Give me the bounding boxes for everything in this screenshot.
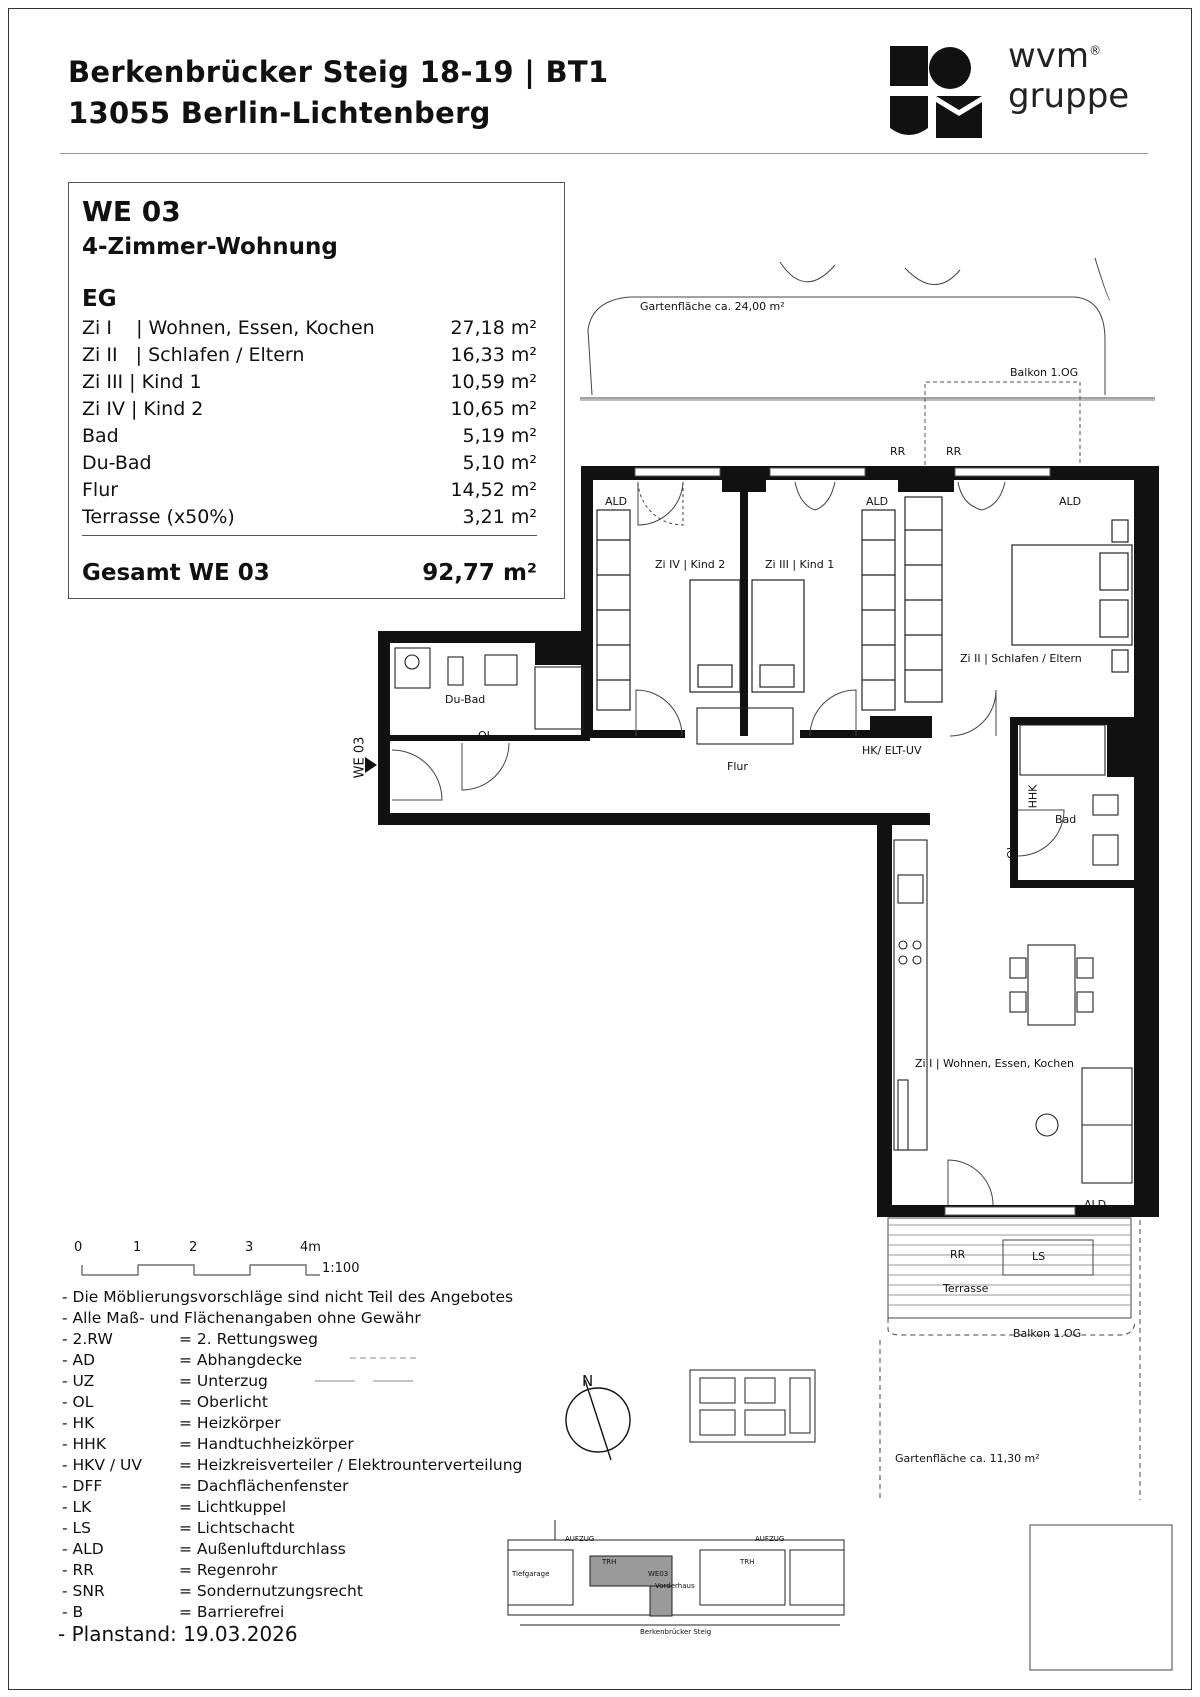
doors bbox=[392, 482, 1064, 1205]
legend-abbr: - UZ bbox=[62, 1372, 95, 1390]
unit-id: WE 03 bbox=[82, 195, 181, 228]
walls bbox=[378, 466, 1159, 1217]
room-name: Zi II | Schlafen / Eltern bbox=[82, 344, 305, 366]
stamp-box bbox=[1030, 1525, 1172, 1670]
scale-ratio: 1:100 bbox=[322, 1261, 360, 1276]
site-trh-label: TRH bbox=[602, 1558, 617, 1566]
room-area: 16,33 m² bbox=[450, 344, 537, 366]
scale-bar bbox=[82, 1265, 320, 1275]
legend-text: = Barrierefrei bbox=[179, 1603, 285, 1621]
building-key-plan bbox=[690, 1370, 815, 1442]
hhk-label: HHK bbox=[1026, 784, 1040, 809]
unit-type: 4-Zimmer-Wohnung bbox=[82, 234, 338, 260]
room-name: Flur bbox=[82, 479, 119, 501]
legend-abbr: - SNR bbox=[62, 1582, 105, 1600]
scale-tick-label: 1 bbox=[133, 1240, 142, 1255]
legend-abbr: - B bbox=[62, 1603, 84, 1621]
legend-text: = Regenrohr bbox=[179, 1561, 278, 1579]
address-line-1: Berkenbrücker Steig 18-19 | BT1 bbox=[68, 55, 609, 89]
terrasse-label: Terrasse bbox=[943, 1282, 989, 1295]
legend-abbr: - DFF bbox=[62, 1477, 103, 1495]
legend-abbr: - HKV / UV bbox=[62, 1456, 142, 1474]
ald-label: ALD bbox=[1059, 495, 1082, 508]
legend-text: = Handtuchheizkörper bbox=[179, 1435, 354, 1453]
ol-label: OL bbox=[478, 729, 493, 742]
unit-level: EG bbox=[82, 286, 117, 312]
entry-label: WE 03 bbox=[352, 736, 368, 779]
ol-label: OL bbox=[1004, 844, 1018, 859]
legend-text: = Außenluftdurchlass bbox=[179, 1540, 346, 1558]
address-line-2: 13055 Berlin-Lichtenberg bbox=[68, 96, 491, 130]
room-area: 14,52 m² bbox=[450, 479, 537, 501]
legend-abbr: - RR bbox=[62, 1561, 95, 1579]
legend-abbr: - LS bbox=[62, 1519, 91, 1537]
room-label-kind2: Zi IV | Kind 2 bbox=[655, 558, 726, 571]
legend-text: = Unterzug bbox=[179, 1372, 268, 1390]
ls-label: LS bbox=[1032, 1250, 1046, 1263]
legend-text: = Lichtschacht bbox=[179, 1519, 295, 1537]
scale-tick-label: 4m bbox=[300, 1240, 321, 1255]
legend-text: = Heizkörper bbox=[179, 1414, 281, 1432]
room-area: 5,19 m² bbox=[462, 425, 537, 447]
site-plan bbox=[508, 1520, 844, 1625]
site-vorderhaus-label: Vorderhaus bbox=[655, 1582, 695, 1590]
rr-label: RR bbox=[890, 445, 906, 458]
room-area: 10,65 m² bbox=[450, 398, 537, 420]
total-area: 92,77 m² bbox=[422, 560, 537, 586]
site-aufzug-label: AUFZUG bbox=[565, 1535, 595, 1543]
brand-line-1: wvm® bbox=[1008, 36, 1102, 76]
site-street-label: Berkenbrücker Steig bbox=[640, 1628, 712, 1636]
sofa bbox=[1036, 1068, 1132, 1183]
garden-top-label: Gartenfläche ca. 24,00 m² bbox=[640, 300, 785, 313]
room-area: 3,21 m² bbox=[462, 506, 537, 528]
room-name: Bad bbox=[82, 425, 119, 447]
room-name: Du-Bad bbox=[82, 452, 152, 474]
room-label-kind1: Zi III | Kind 1 bbox=[765, 558, 835, 571]
balcony-top-label: Balkon 1.OG bbox=[1010, 366, 1079, 379]
bad-fixtures bbox=[1093, 795, 1118, 865]
note-text: - Die Möblierungsvorschläge sind nicht Teil des Angebotes bbox=[62, 1288, 514, 1306]
legend-line-samples bbox=[315, 1358, 420, 1381]
hk-elt-label: HK/ ELT-UV bbox=[862, 744, 922, 757]
room-label-dubad: Du-Bad bbox=[445, 693, 486, 706]
legend-abbr: - LK bbox=[62, 1498, 92, 1516]
legend-text: = Oberlicht bbox=[179, 1393, 268, 1411]
legend-abbr: - OL bbox=[62, 1393, 94, 1411]
site-aufzug-label: AUFZUG bbox=[755, 1535, 785, 1543]
legend-text: = Lichtkuppel bbox=[179, 1498, 287, 1516]
north-arrow-icon bbox=[566, 1380, 630, 1460]
beds bbox=[690, 520, 1132, 692]
legend-abbr: - 2.RW bbox=[62, 1330, 113, 1348]
legend-text: = Dachflächenfenster bbox=[179, 1477, 349, 1495]
scale-tick-label: 3 bbox=[245, 1240, 254, 1255]
rr-label: RR bbox=[946, 445, 962, 458]
planstand: - Planstand: 19.03.2026 bbox=[58, 1622, 298, 1646]
legend-text: = Sondernutzungsrecht bbox=[179, 1582, 363, 1600]
room-name: Zi I | Wohnen, Essen, Kochen bbox=[82, 317, 375, 339]
room-name: Zi IV | Kind 2 bbox=[82, 398, 204, 420]
note-text: - Alle Maß- und Flächenangaben ohne Gewähr bbox=[62, 1309, 421, 1327]
kitchen bbox=[894, 840, 927, 1150]
north-label: N bbox=[582, 1372, 594, 1390]
room-label-flur: Flur bbox=[727, 760, 748, 773]
ald-label: ALD bbox=[605, 495, 628, 508]
room-name: Zi III | Kind 1 bbox=[82, 371, 202, 393]
ald-label: ALD bbox=[1084, 1198, 1107, 1211]
legend-text: = 2. Rettungsweg bbox=[179, 1330, 319, 1348]
registered-mark: ® bbox=[1089, 43, 1102, 58]
legend-text: = Heizkreisverteiler / Elektrounterverteilung bbox=[179, 1456, 523, 1474]
scale-tick-label: 0 bbox=[74, 1240, 83, 1255]
dining-table bbox=[1010, 945, 1093, 1025]
ald-label: ALD bbox=[866, 495, 889, 508]
room-area: 27,18 m² bbox=[450, 317, 537, 339]
site-we03-label: WE03 bbox=[648, 1570, 669, 1578]
scale-tick-label: 2 bbox=[189, 1240, 198, 1255]
site-trh-label: TRH bbox=[740, 1558, 755, 1566]
room-area: 10,59 m² bbox=[450, 371, 537, 393]
garden-bottom-label: Gartenfläche ca. 11,30 m² bbox=[895, 1452, 1040, 1465]
room-name: Terrasse (x50%) bbox=[82, 506, 235, 528]
legend-abbr: - HK bbox=[62, 1414, 95, 1432]
rr-label: RR bbox=[950, 1248, 966, 1261]
legend-abbr: - ALD bbox=[62, 1540, 104, 1558]
wardrobes bbox=[597, 497, 942, 710]
legend-abbr: - HHK bbox=[62, 1435, 106, 1453]
legend-text: = Abhangdecke bbox=[179, 1351, 303, 1369]
site-tiefgarage-label: Tiefgarage bbox=[512, 1570, 550, 1578]
balcony-bottom-label: Balkon 1.OG bbox=[1013, 1327, 1082, 1340]
room-label-bad: Bad bbox=[1055, 813, 1077, 826]
legend-abbr: - AD bbox=[62, 1351, 96, 1369]
total-label: Gesamt WE 03 bbox=[82, 560, 270, 586]
room-label-wohnen: Zi I | Wohnen, Essen, Kochen bbox=[915, 1057, 1074, 1070]
brand-line-2: gruppe bbox=[1008, 76, 1130, 116]
room-label-eltern: Zi II | Schlafen / Eltern bbox=[960, 652, 1082, 665]
room-area: 5,10 m² bbox=[462, 452, 537, 474]
